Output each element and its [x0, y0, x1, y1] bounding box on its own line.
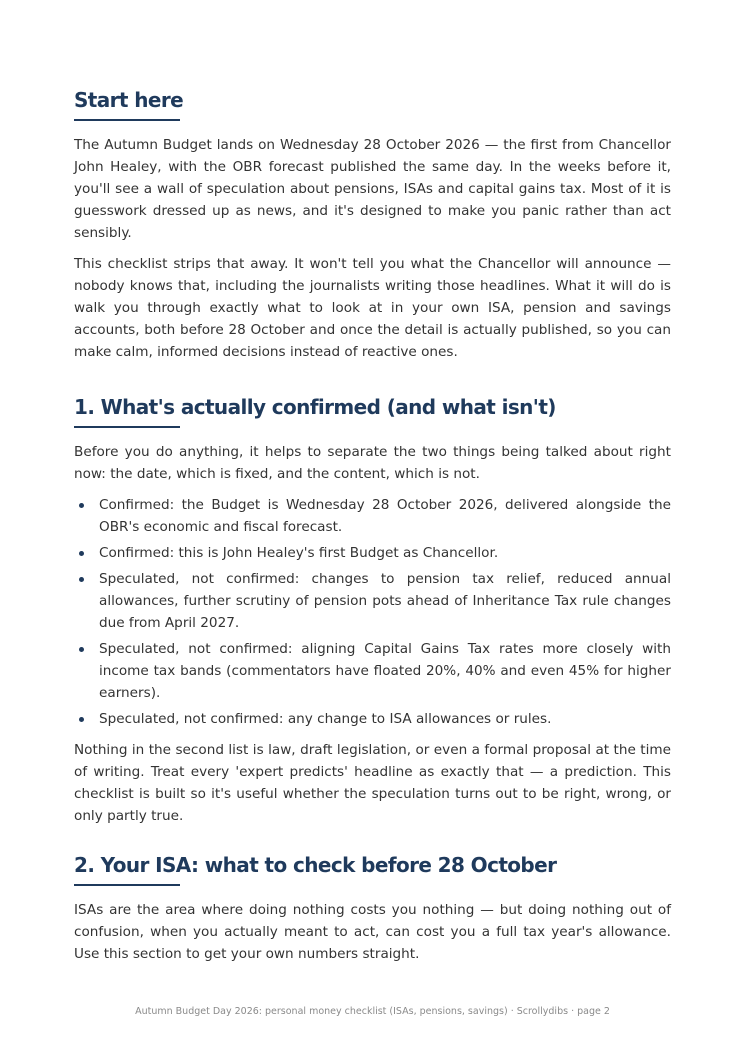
list-item — [74, 638, 671, 704]
heading-underline — [74, 426, 180, 428]
list-item-text: Speculated, not confirmed: any change to ISA allowances or rules. — [99, 711, 552, 727]
paragraph: The Autumn Budget lands on Wednesday 28 October 2026 — the first from Chancellor John Healey, with the OBR forecast published the same day. In the weeks before it, you'll see a wall of speculation about pensions, ISAs and capital gains tax. Most of it is guesswork dressed up as news, and it's designed to make you panic rather than act sensibly. — [74, 137, 671, 241]
section-confirmed — [74, 393, 671, 827]
list-item-text: Confirmed: the Budget is Wednesday 28 October 2026, delivered alongside the OBR's economic and fiscal forecast. — [99, 497, 671, 535]
list-item — [74, 542, 671, 564]
bullet-icon — [79, 717, 84, 722]
section-heading: Start here — [74, 88, 184, 112]
section-heading: 2. Your ISA: what to check before 28 October — [74, 853, 557, 877]
heading-underline — [74, 884, 180, 886]
paragraph: ISAs are the area where doing nothing costs you nothing — but doing nothing out of confusion, when you actually meant to act, can cost you a full tax year's allowance. Use this section to get your own numbers straight. — [74, 902, 671, 962]
bullet-icon — [79, 647, 84, 652]
bullet-icon — [79, 577, 84, 582]
heading-underline — [74, 119, 180, 121]
page-footer: Autumn Budget Day 2026: personal money checklist (ISAs, pensions, savings) · Scrollydibs · page 2 — [135, 1006, 610, 1017]
paragraph: Before you do anything, it helps to separate the two things being talked about right now: the date, which is fixed, and the content, which is not. — [74, 444, 671, 482]
bullet-icon — [79, 551, 84, 556]
page-content — [74, 86, 671, 965]
section-isa — [74, 851, 671, 965]
section-start-here — [74, 86, 671, 363]
list-item-text: Speculated, not confirmed: aligning Capital Gains Tax rates more closely with income tax bands (commentators have floated 20%, 40% and even 45% for higher earners). — [99, 641, 671, 701]
bullet-list — [74, 494, 671, 730]
list-item-text: Confirmed: this is John Healey's first Budget as Chancellor. — [99, 545, 499, 561]
list-item — [74, 568, 671, 634]
list-item — [74, 494, 671, 538]
paragraph: Nothing in the second list is law, draft legislation, or even a formal proposal at the time of writing. Treat every 'expert predicts' headline as exactly that — a prediction. This checklist is built so it's useful whether the speculation turns out to be right, wrong, or only partly true. — [74, 742, 671, 824]
list-item — [74, 708, 671, 730]
list-item-text: Speculated, not confirmed: changes to pension tax relief, reduced annual allowances, further scrutiny of pension pots ahead of Inheritance Tax rule changes due from April 2027. — [99, 571, 671, 631]
section-heading: 1. What's actually confirmed (and what isn't) — [74, 395, 556, 419]
paragraph: This checklist strips that away. It won't tell you what the Chancellor will announce — nobody knows that, including the journalists writing those headlines. What it will do is walk you through exactly what to look at in your own ISA, pension and savings accounts, both before 28 October and once the detail is actually published, so you can make calm, informed decisions instead of reactive ones. — [74, 256, 671, 360]
bullet-icon — [79, 503, 84, 508]
